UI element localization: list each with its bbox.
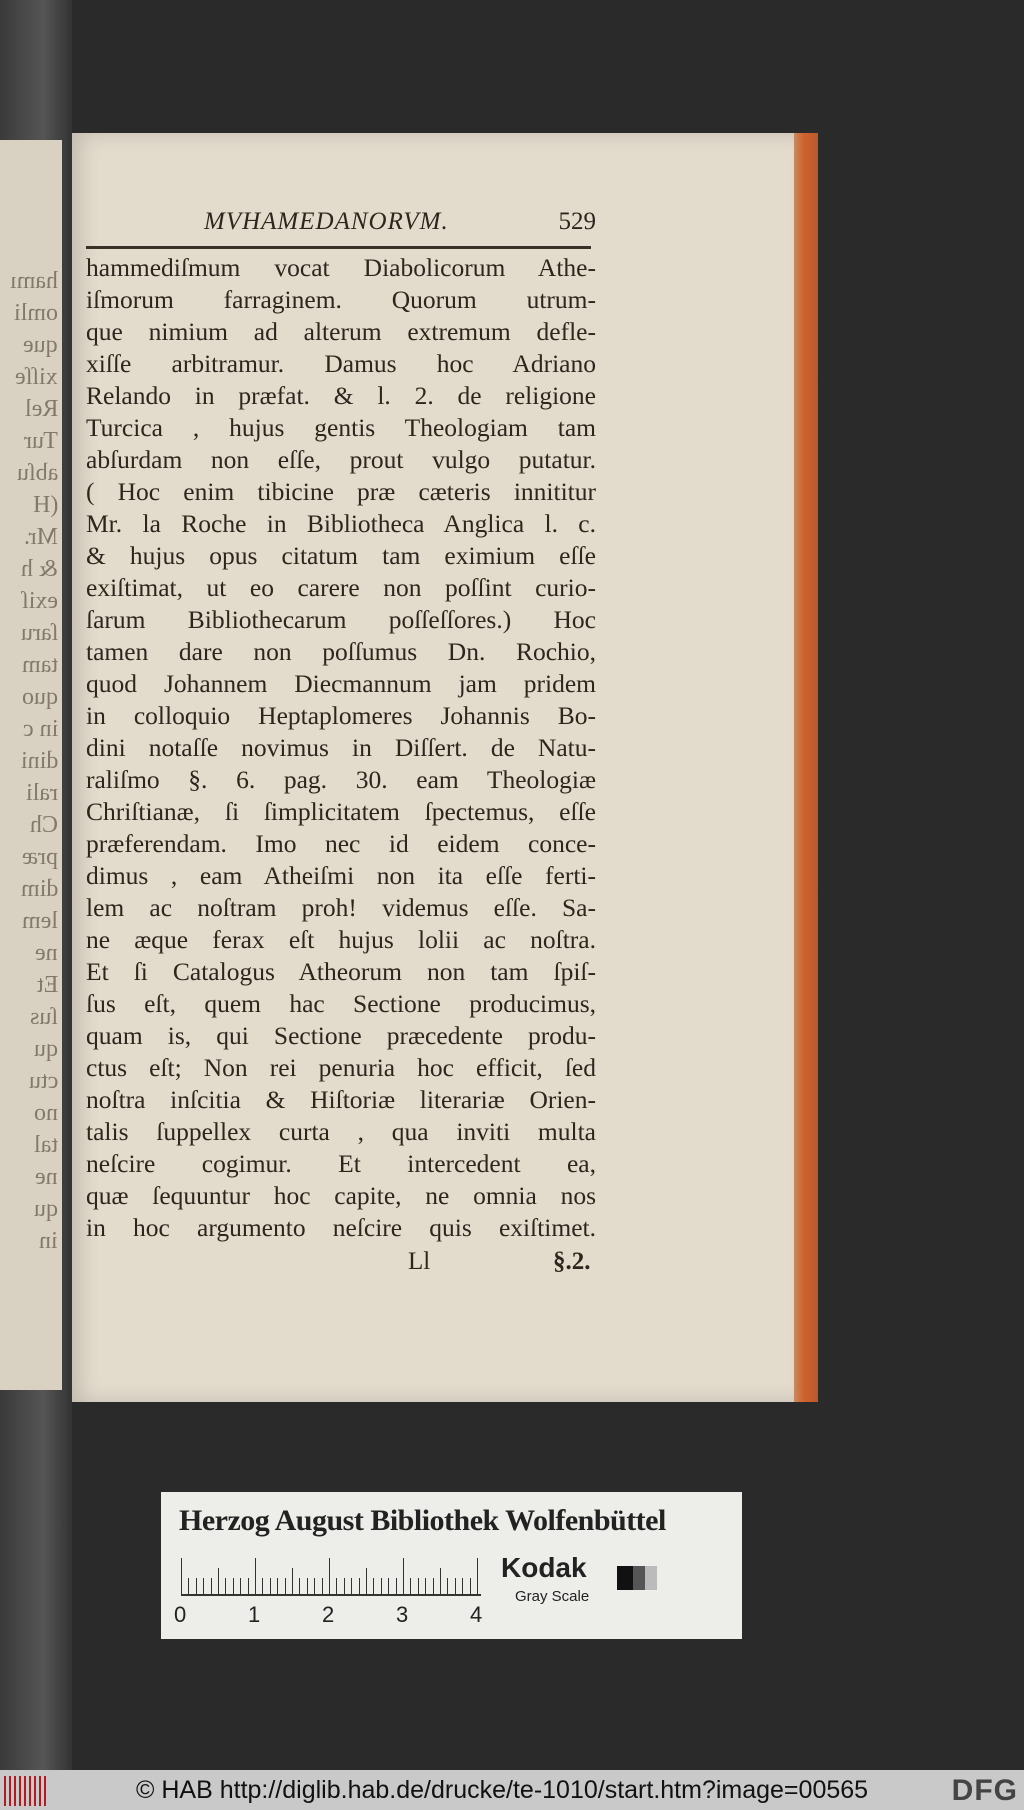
left-page-text: no [34, 1100, 58, 1126]
catchword: §.2. [553, 1248, 591, 1275]
left-page-text: omli [13, 300, 58, 326]
header-rule [86, 246, 591, 249]
text-line: lem ac noſtram proh! videmus eſſe. Sa- [86, 893, 596, 922]
ruler-tick [225, 1578, 226, 1594]
page-number: 529 [558, 208, 596, 235]
ruler-tick [277, 1578, 278, 1594]
left-page-text: Ch [29, 812, 58, 838]
hab-logo-icon [4, 1776, 48, 1806]
ruler-tick [359, 1578, 360, 1594]
left-page-text: hamı [10, 268, 58, 294]
dfg-logo: DFG [951, 1774, 1018, 1807]
signature-mark: Ll [408, 1248, 431, 1275]
text-line: quam is, qui Sectione præcedente produ- [86, 1021, 596, 1050]
scale-number: 1 [248, 1602, 261, 1627]
text-line: noſtra inſcitia & Hiſtoriæ literariæ Orien- [86, 1085, 596, 1114]
ruler-tick [425, 1578, 426, 1594]
ruler-tick [373, 1578, 374, 1594]
ruler-tick [188, 1578, 189, 1594]
text-line: ſus eſt, quem hac Sectione producimus, [86, 989, 596, 1018]
ruler-tick [233, 1578, 234, 1594]
left-page-text: quo [22, 684, 58, 710]
text-line: xiſſe arbitramur. Damus hoc Adriano [86, 349, 596, 378]
scale-number: 3 [396, 1602, 409, 1627]
ruler-tick [410, 1578, 411, 1594]
text-line: Turcica , hujus gentis Theologiam tam [86, 413, 596, 442]
color-calibration-strip [161, 1492, 742, 1639]
ruler-tick [470, 1578, 471, 1594]
left-page-fragment [0, 140, 62, 1390]
ruler-tick [307, 1578, 308, 1594]
left-page-text: Tur [24, 428, 58, 454]
scale-number: 2 [322, 1602, 335, 1627]
ruler-tick [322, 1578, 323, 1594]
ruler-tick [314, 1578, 315, 1594]
ruler-tick [270, 1578, 271, 1594]
text-line: Relando in præfat. & l. 2. de religione [86, 381, 596, 410]
text-line: ne æque ferax eſt hujus lolii ac noſtra. [86, 925, 596, 954]
left-page-text: ſaru [20, 620, 58, 646]
ruler-tick [418, 1578, 419, 1594]
gray-patch [617, 1566, 657, 1590]
ruler-tick [211, 1578, 212, 1594]
scale-number: 0 [174, 1602, 187, 1627]
text-line: Chriſtianæ, ſi ſimplicitatem ſpectemus, eſſe [86, 797, 596, 826]
left-page-text: Et [36, 972, 58, 998]
left-page-text: qu [34, 1036, 58, 1062]
left-page-text: xiſſe [15, 364, 58, 390]
running-head: MVHAMEDANORVM. [204, 208, 449, 235]
ruler-tick [255, 1558, 256, 1594]
text-line: dini notaſſe novimus in Diſſert. de Natu- [86, 733, 596, 762]
left-page-text: rali [26, 780, 58, 806]
ruler-tick [285, 1578, 286, 1594]
ruler-tick [329, 1558, 330, 1594]
ruler-tick [203, 1578, 204, 1594]
running-header [132, 208, 596, 248]
library-name: Herzog August Bibliothek Wolfenbüttel [179, 1504, 666, 1537]
ruler-tick [388, 1578, 389, 1594]
ruler-tick [299, 1578, 300, 1594]
ruler-tick [344, 1578, 345, 1594]
ruler-tick [262, 1578, 263, 1594]
text-line: ctus eſt; Non rei penuria hoc efficit, ſed [86, 1053, 596, 1082]
text-line: neſcire cogimur. Et intercedent ea, [86, 1149, 596, 1178]
left-page-text: abſu [16, 460, 58, 486]
left-page-text: dim [20, 876, 58, 902]
left-page-text: in [39, 1228, 58, 1254]
text-line: Mr. la Roche in Bibliotheca Anglica l. c. [86, 509, 596, 538]
text-line: & hujus opus citatum tam eximium eſſe [86, 541, 596, 570]
left-page-text: que [23, 332, 58, 358]
ruler-tick [351, 1578, 352, 1594]
ruler-tick [477, 1558, 478, 1594]
ruler-tick [455, 1578, 456, 1594]
left-page-text: dini [20, 748, 58, 774]
text-line: in colloquio Heptaplomeres Johannis Bo- [86, 701, 596, 730]
text-line: iſmorum farraginem. Quorum utrum- [86, 285, 596, 314]
left-page-text: qu [34, 1196, 58, 1222]
left-page-text: Mr. [23, 524, 58, 550]
left-page-text: ne [35, 1164, 58, 1190]
left-page-text: ne [35, 940, 58, 966]
left-page-text: & h [21, 556, 58, 582]
copyright-url[interactable]: © HAB http://diglib.hab.de/drucke/te-1010/start.htm?image=00565 [136, 1776, 869, 1804]
text-line: in hoc argumento neſcire quis exiſtimet. [86, 1213, 596, 1242]
left-page-text: (H [32, 492, 58, 518]
ruler-tick [218, 1568, 219, 1594]
scale-number: 4 [470, 1602, 483, 1627]
ruler-tick [462, 1578, 463, 1594]
text-line: tamen dare non poſſumus Dn. Rochio, [86, 637, 596, 666]
left-page-text: ſus [29, 1004, 58, 1030]
left-page-text: præ [22, 844, 58, 870]
ruler-tick [396, 1578, 397, 1594]
text-line: Et ſi Catalogus Atheorum non tam ſpiſ- [86, 957, 596, 986]
text-line: hammediſmum vocat Diabolicorum Athe- [86, 253, 596, 282]
text-line: præferendam. Imo nec id eidem conce- [86, 829, 596, 858]
text-line: quod Johannem Diecmannum jam pridem [86, 669, 596, 698]
text-line: raliſmo §. 6. pag. 30. eam Theologiæ [86, 765, 596, 794]
ruler-tick [196, 1578, 197, 1594]
text-line: dimus , eam Atheiſmi non ita eſſe ferti- [86, 861, 596, 890]
left-page-text: in c [22, 716, 58, 742]
left-page-text: lem [22, 908, 58, 934]
ruler-tick [292, 1568, 293, 1594]
text-line: talis ſuppellex curta , qua inviti multa [86, 1117, 596, 1146]
left-page-text: exiſ [22, 588, 58, 614]
scale-ruler [181, 1558, 481, 1596]
left-page-text: ctu [28, 1068, 58, 1094]
left-page-text: tal [34, 1132, 58, 1158]
ruler-tick [403, 1558, 404, 1594]
text-line: abſurdam non eſſe, prout vulgo putatur. [86, 445, 596, 474]
ruler-tick [240, 1578, 241, 1594]
text-line: ( Hoc enim tibicine præ cæteris innititur [86, 477, 596, 506]
page-text [86, 252, 596, 1244]
ruler-tick [248, 1578, 249, 1594]
ruler-tick [336, 1578, 337, 1594]
text-line: ſarum Bibliothecarum poſſeſſores.) Hoc [86, 605, 596, 634]
gray-scale-label: Gray Scale [515, 1588, 590, 1605]
left-page-text: tam [22, 652, 58, 678]
ruler-tick [447, 1578, 448, 1594]
text-line: quæ ſequuntur hoc capite, ne omnia nos [86, 1181, 596, 1210]
ruler-tick [366, 1568, 367, 1594]
footer-bar [0, 1770, 1024, 1810]
ruler-tick [433, 1578, 434, 1594]
ruler-tick [440, 1568, 441, 1594]
kodak-brand: Kodak [501, 1552, 587, 1583]
left-page-text: Rel [24, 396, 58, 422]
ruler-tick [381, 1578, 382, 1594]
ruler-tick [181, 1558, 182, 1594]
text-line: que nimium ad alterum extremum defle- [86, 317, 596, 346]
text-line: exiſtimat, ut eo carere non poſſint curio- [86, 573, 596, 602]
page-edge [794, 133, 818, 1402]
